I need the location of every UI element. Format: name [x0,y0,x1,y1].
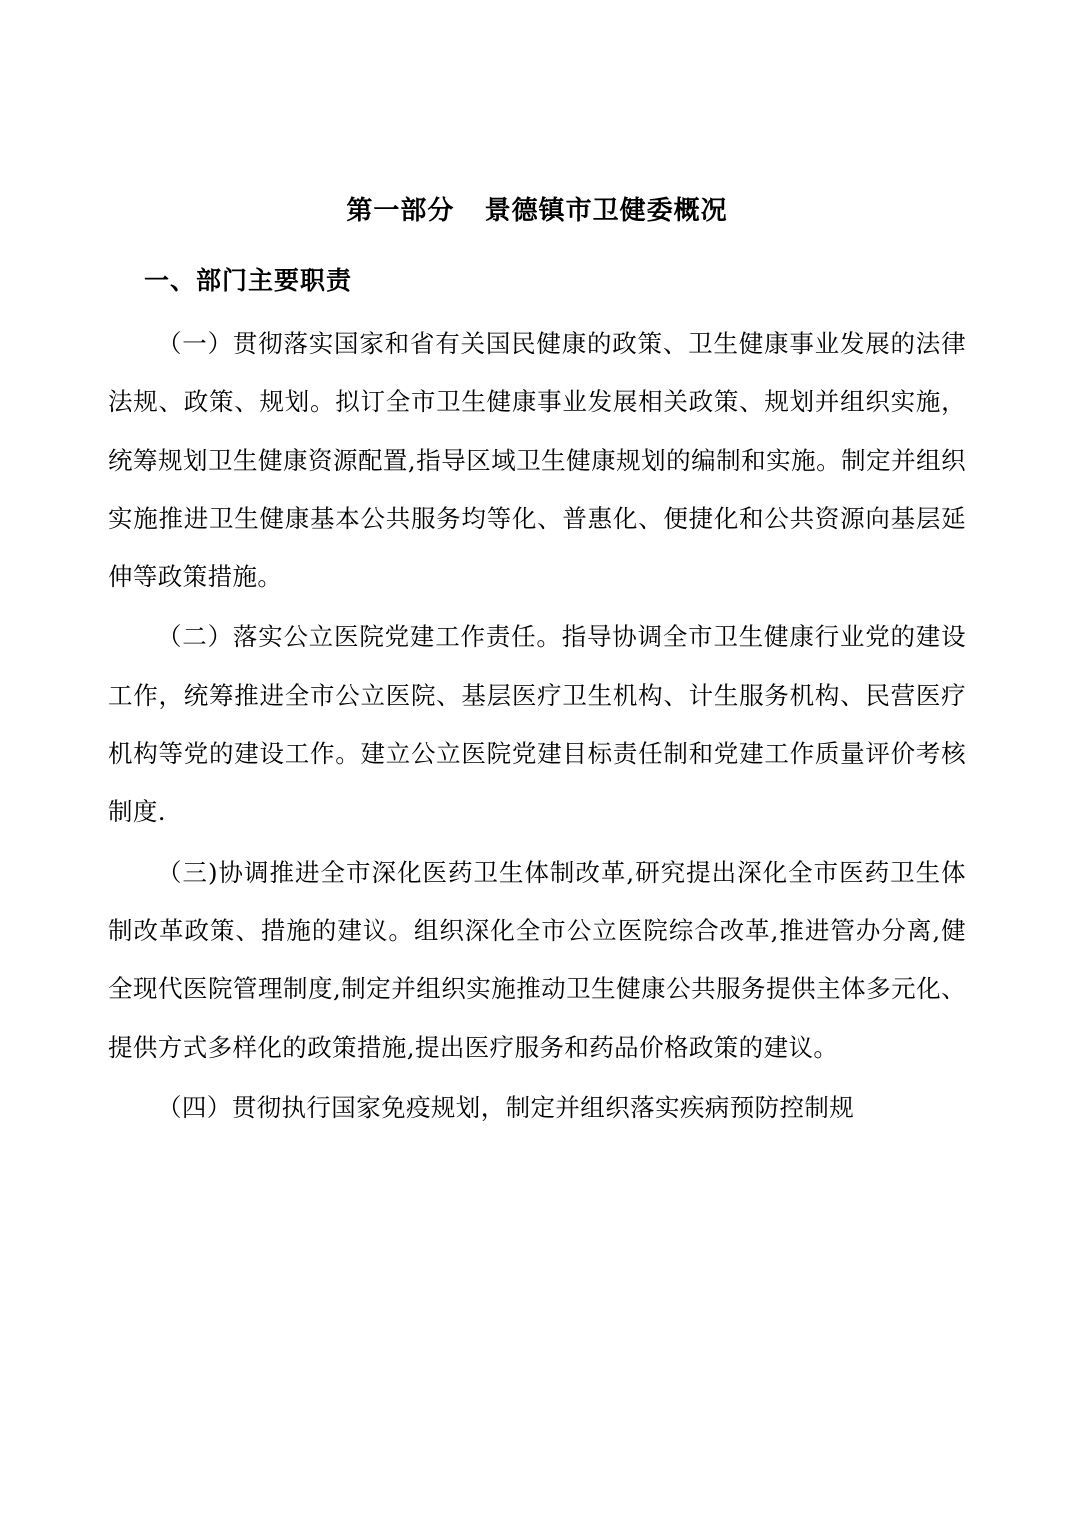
paragraph-3: （三)协调推进全市深化医药卫生体制改革,研究提出深化全市医药卫生体制改革政策、措施的建议。组织深化全市公立医院综合改革,推进管办分离,健全现代医院管理制度,制定并组织实施推动卫生健康公共服务提供主体多元化、提供方式多样化的政策措施,提出医疗服务和药品价格政策的建议。 [108,857,966,1062]
section-heading-duties: 一、部门主要职责 [144,266,353,295]
page-title: 第一部分 景德镇市卫健委概况 [346,196,728,226]
paragraph-1: （一）贯彻落实国家和省有关国民健康的政策、卫生健康事业发展的法律法规、政策、规划。拟订全市卫生健康事业发展相关政策、规划并组织实施，统筹规划卫生健康资源配置,指导区域卫生健康规划的编制和实施。制定并组织实施推进卫生健康基本公共服务均等化、普惠化、便捷化和公共资源向基层延伸等政策措施。 [108,329,966,592]
paragraph-2: （二）落实公立医院党建工作责任。指导协调全市卫生健康行业党的建设工作，统筹推进全市公立医院、基层医疗卫生机构、计生服务机构、民营医疗机构等党的建设工作。建立公立医院党建目标责任制和党建工作质量评价考核制度. [108,622,966,827]
paragraph-4: （四）贯彻执行国家免疫规划，制定并组织落实疾病预防控制规 [157,1092,855,1122]
